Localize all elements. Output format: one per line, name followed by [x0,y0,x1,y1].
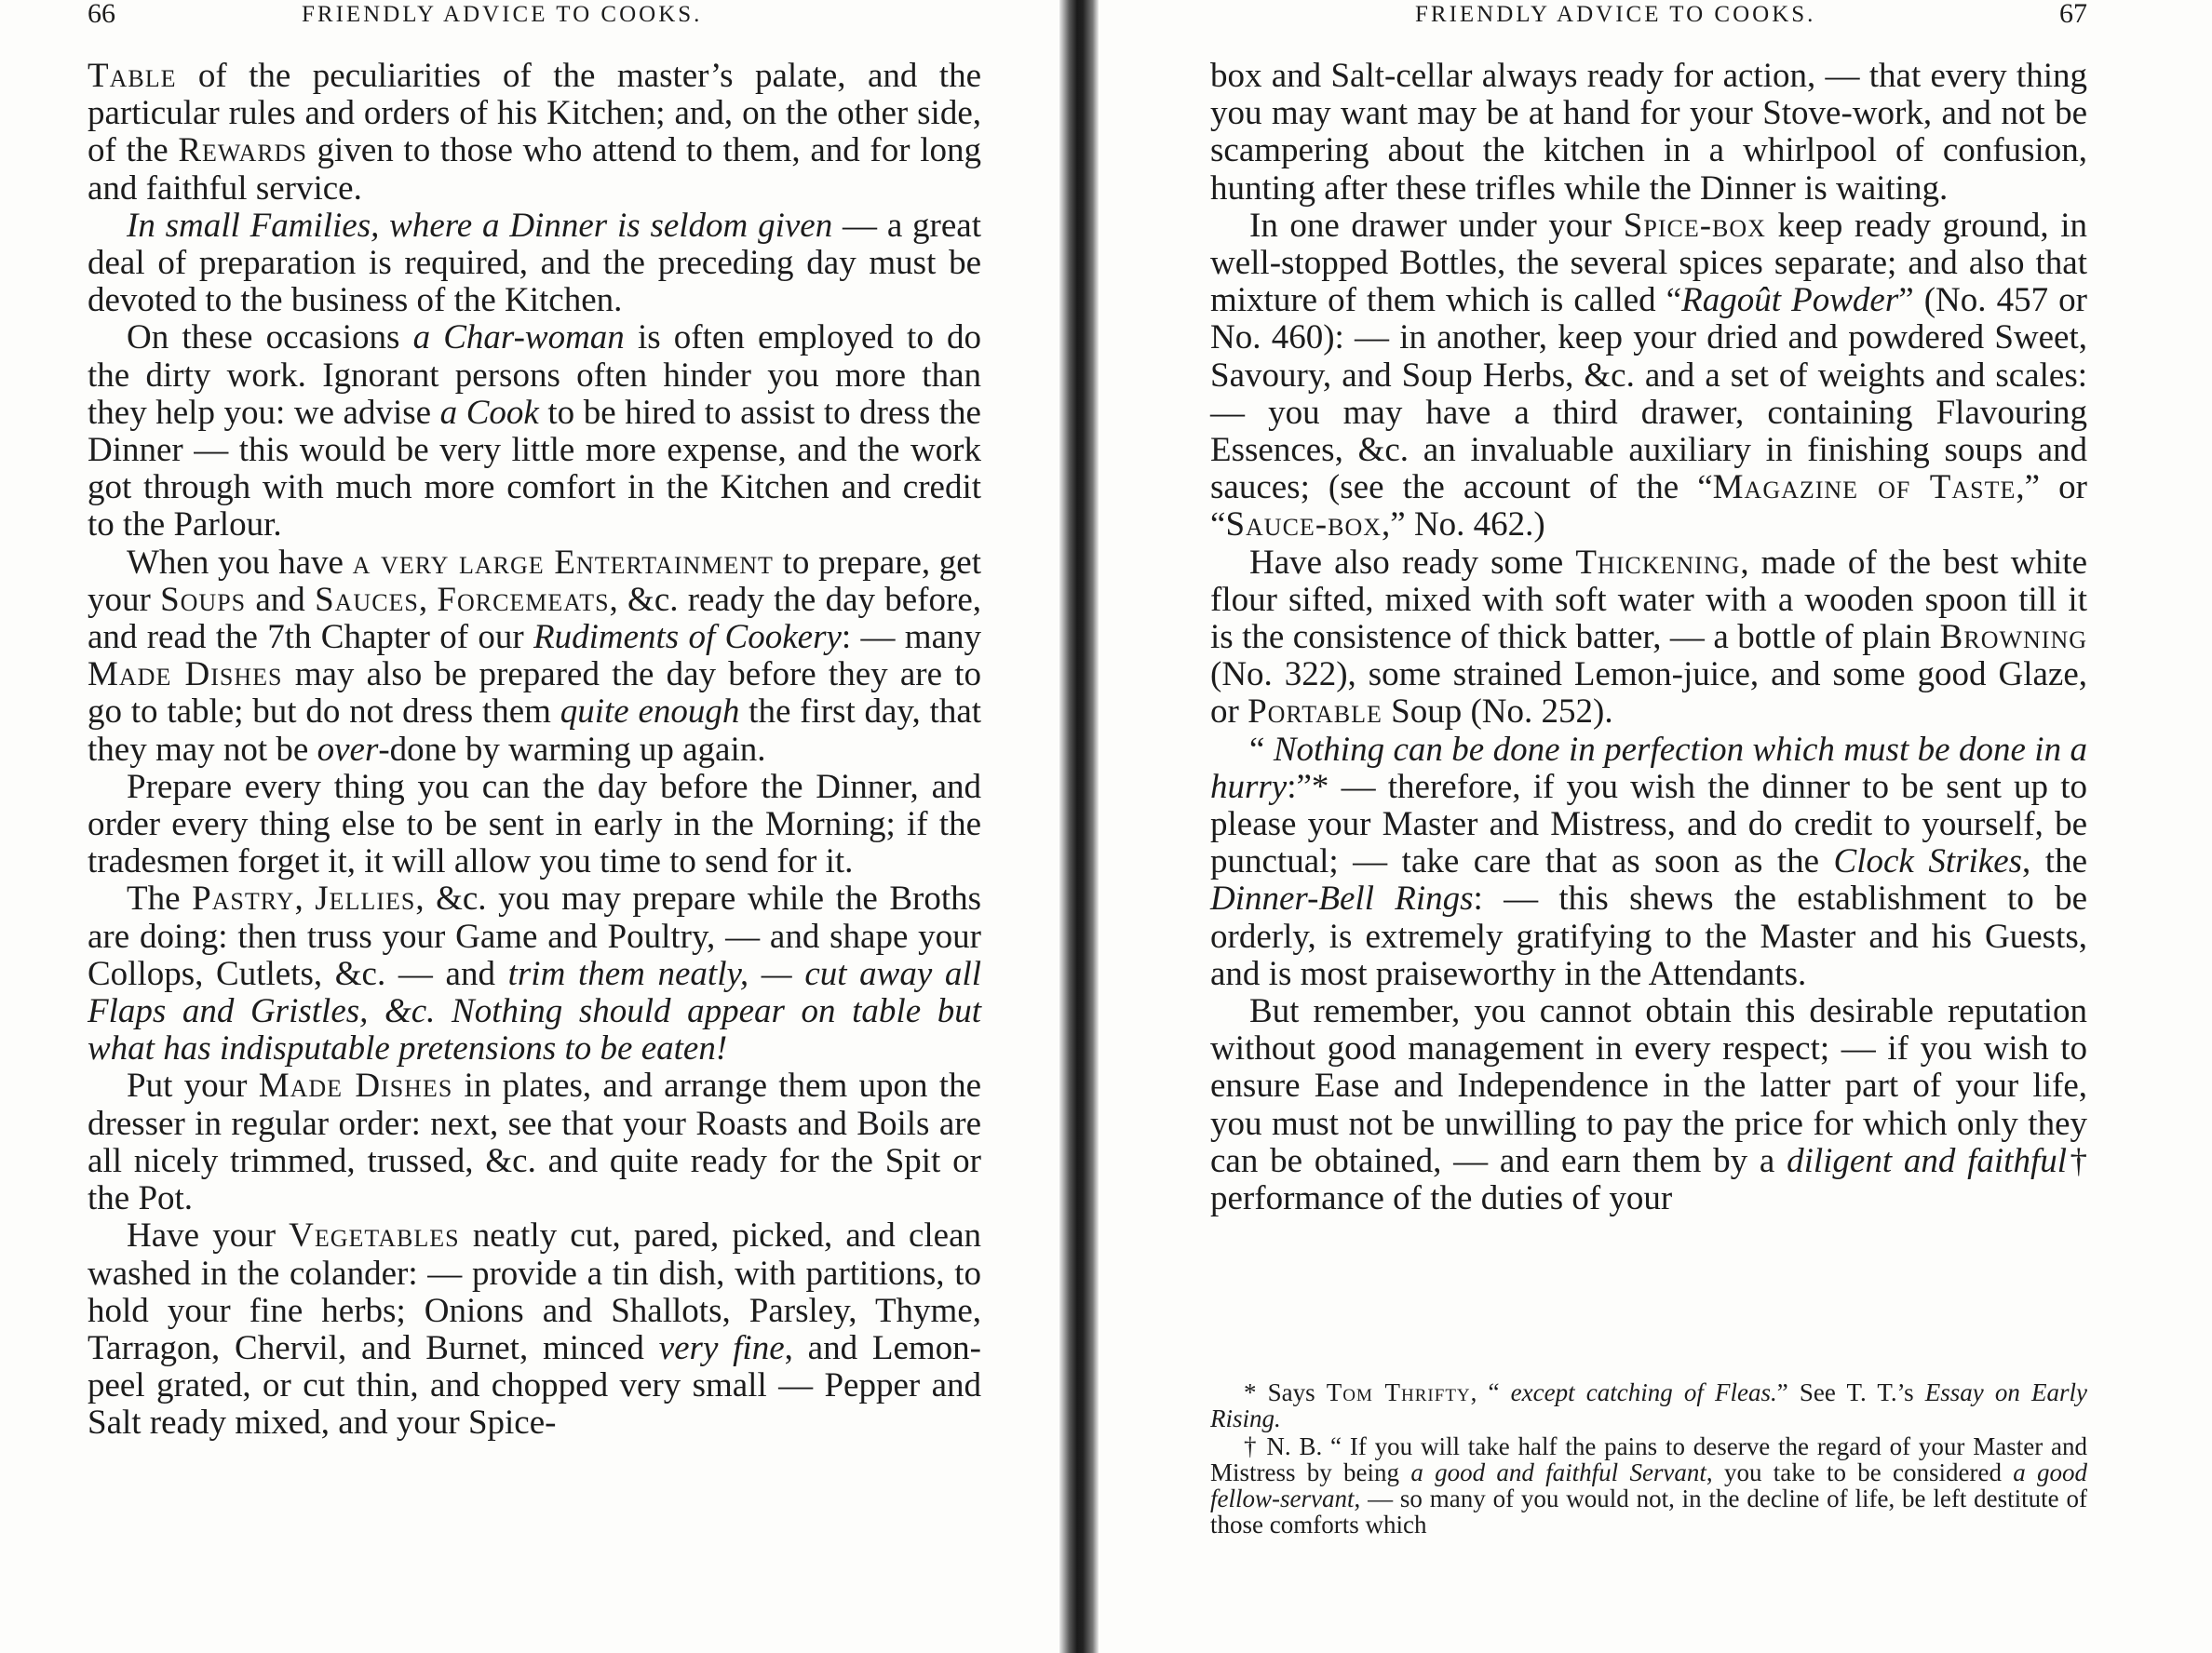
text-run: In one drawer under your [1249,206,1624,245]
text-run: in plates, and arrange them upon the dresser in regular order: next, see that your Roasts and Boils are all nicely trimmed, trussed, &c. and quite ready for the Spit or the Pot. [88,1067,981,1218]
paragraph [1210,993,2087,1217]
left-running-head [88,0,981,37]
text-run: † performance of the duties of your [1210,1141,2087,1218]
paragraph [1210,58,2087,208]
text-run: , [294,880,316,919]
text-run: to prepare, get your [88,543,981,619]
right-running-title: FRIENDLY ADVICE TO COOKS. [1415,2,1816,27]
text-run: Magazine of Taste [1712,468,2016,507]
text-run: a good fellow-servant [1210,1458,2088,1512]
text-run: When you have [127,543,353,582]
text-run: Prepare every thing you can the day before the Dinner, and order every thing else to be sent in early in the Morning; if the tradesmen forget it, it will allow you time to send for it. [88,767,981,881]
footnote [1210,1433,2087,1538]
paragraph [1210,544,2087,732]
text-run: On these occasions [127,318,413,357]
text-run: “ [1249,730,1274,769]
text-run: , [418,580,438,619]
paragraph [88,769,981,881]
text-run: keep ready ground, in well-stopped Bottles, the several spices separate; and also that mixture of them which is called “ [1210,206,2087,320]
text-run: ,” or “ [1210,468,2088,544]
text-run: ” See T. T.’s [1776,1378,1925,1406]
text-run: Essay on Early Rising. [1210,1378,2088,1432]
text-run: a good and faithful Servant [1410,1458,1706,1486]
footnotes [1210,1379,2087,1539]
text-run: a Char-woman [412,318,625,357]
paragraph [88,1217,981,1442]
text-run: : — this shews the establishment to be orderly, is extremely gratifying to the Master and his Guests, and is most praiseworthy in the Attendants. [1210,880,2088,993]
text-run: trim them neatly, — cut away all Flaps and Gristles, &c. Nothing should appear on table but what has indisputable pretensions to be eaten! [88,954,981,1068]
text-run: , the [2022,842,2087,881]
text-run: , &c. you may prepare while the Broths are doing: then truss your Game and Poultry, — and shape your Collops, Cutlets, &c. — and [88,880,982,993]
text-run: Tom Thrifty [1326,1378,1471,1406]
text-run: Spice-box [1623,206,1766,245]
text-run: — a great deal of preparation is required, and the preceding day must be devoted to the business of the Kitchen. [88,206,981,320]
text-run: * Says [1244,1378,1327,1406]
text-run: except catching of Fleas. [1510,1378,1777,1406]
paragraph [88,208,981,320]
text-run: (No. 322), some strained Lemon-juice, and some good Glaze, or [1210,655,2087,732]
text-run: neatly cut, pared, picked, and clean washed in the colander: — provide a tin dish, with partitions, to hold your fine herbs; Onions and Shallots, Parsley, Thyme, Tarragon, Chervil, and Burnet, minced [88,1216,981,1367]
text-run: Put your [127,1067,259,1106]
text-run: diligent and faithful [1787,1141,2067,1180]
text-run: quite enough [560,692,740,732]
text-run: given to those who attend to them, and for long and faithful service. [88,131,981,208]
left-page-body [88,58,981,1443]
text-run: Sauce-box [1225,505,1382,544]
paragraph [88,544,981,769]
text-run: Forcemeats [437,580,610,619]
text-run: and [246,580,316,619]
text-run: Made Dishes [258,1067,453,1106]
text-run: Made Dishes [88,655,283,694]
text-run: The [127,880,193,919]
text-run: Soups [160,580,247,619]
text-run: Browning [1939,618,2087,657]
text-run: :”* — therefore, if you wish the dinner to be sent up to please your Master and Mistress, and do credit to yourself, be punctual; — take care that as soon as the [1210,767,2087,881]
text-run: Have your [127,1216,290,1256]
text-run: a Cook [439,393,539,432]
text-run: Rewards [178,131,307,170]
text-run: Rudiments of Cookery [533,618,842,657]
text-run: box and Salt-cellar always ready for action, — that every thing you may want may be at hand for your Stove-work, and not be scampering about the kitchen in a whirlpool of confusion, hunting after these trifles while the Dinner is waiting. [1210,57,2087,208]
text-run: Pastry [192,880,295,919]
text-run: the first day, that they may not be [88,692,982,769]
text-run: In small Families, where a Dinner is seldom given [127,206,833,245]
text-run: But remember, you cannot obtain this desirable reputation without good management in every respect; — if you wish to ensure Ease and Independence in the latter part of your life, you must not be unwilling to pay the price for which only they can be obtained, — and earn them by a [1210,992,2087,1180]
text-run: ,” No. 462.) [1382,505,1545,544]
right-page-number: 67 [2059,0,2087,29]
text-run: Soup (No. 252). [1382,692,1613,732]
paragraph [88,58,981,208]
text-run: Table [88,57,177,95]
text-run: is often employed to do the dirty work. Ignorant persons often hinder you more than they help you: we advise [88,318,981,432]
text-run: Jellies [315,880,416,919]
paragraph [1210,732,2087,993]
paragraph [88,880,981,1068]
footnote [1210,1379,2087,1431]
text-run: over [317,730,379,769]
text-run: very fine [658,1328,785,1367]
left-running-title: FRIENDLY ADVICE TO COOKS. [302,2,703,27]
text-run: Ragoût Powder [1681,281,1899,320]
left-page [88,0,981,1653]
text-run: to be hired to assist to dress the Dinner — this would be very little more expense, and the work got through with much more comfort in the Kitchen and credit to the Parlour. [88,393,981,544]
text-run: , you take to be considered [1706,1458,2014,1486]
text-run: Nothing can be done in perfection which must be done in a hurry [1210,730,2087,806]
text-run: , “ [1470,1378,1511,1406]
text-run: of the peculiarities of the master’s palate, and the particular rules and orders of his Kitchen; and, on the other side, of the [88,57,981,170]
text-run: Have also ready some [1249,543,1576,582]
text-run: † N. B. “ If you will take half the pains to deserve the regard of your Master and Mistress by being [1210,1432,2087,1486]
text-run: Thickening [1575,543,1741,582]
book-gutter [1059,0,1099,1653]
paragraph [1210,208,2087,544]
right-page [1210,0,2087,1653]
text-run: ” (No. 457 or No. 460): — in another, keep your dried and powdered Sweet, Savoury, and Soup Herbs, &c. and a set of weights and scales: — you may have a third drawer, containing Flavouring Essences, &c. an invaluable auxiliary in finishing soups and sauces; (see the account of the “ [1210,281,2087,507]
text-run: Vegetables [289,1216,460,1256]
right-running-head [1210,0,2087,37]
text-run: , &c. ready the day before, and read the 7th Chapter of our [88,580,982,657]
text-run: Dinner-Bell Rings [1210,880,1474,919]
right-page-body [1210,58,2087,1217]
text-run: , made of the best white flour sifted, mixed with soft water with a wooden spoon till it is the consistence of thick batter, — a bottle of plain [1210,543,2088,657]
text-run: : — many [841,618,981,657]
left-page-number: 66 [88,0,115,29]
text-run: a very large Entertainment [352,543,774,582]
text-run: -done by warming up again. [378,730,766,769]
text-run: may also be prepared the day before they are to go to table; but do not dress them [88,655,981,732]
paragraph [88,1068,981,1217]
text-run: , and Lemon-peel grated, or cut thin, and chopped very small — Pepper and Salt ready mixed, and your Spice- [88,1328,982,1443]
text-run: Clock Strikes [1833,842,2023,881]
text-run: Portable [1248,692,1382,732]
paragraph [88,319,981,544]
text-run: Sauces [315,580,419,619]
text-run: , — so many of you would not, in the decline of life, be left destitute of those comforts which [1210,1485,2087,1539]
